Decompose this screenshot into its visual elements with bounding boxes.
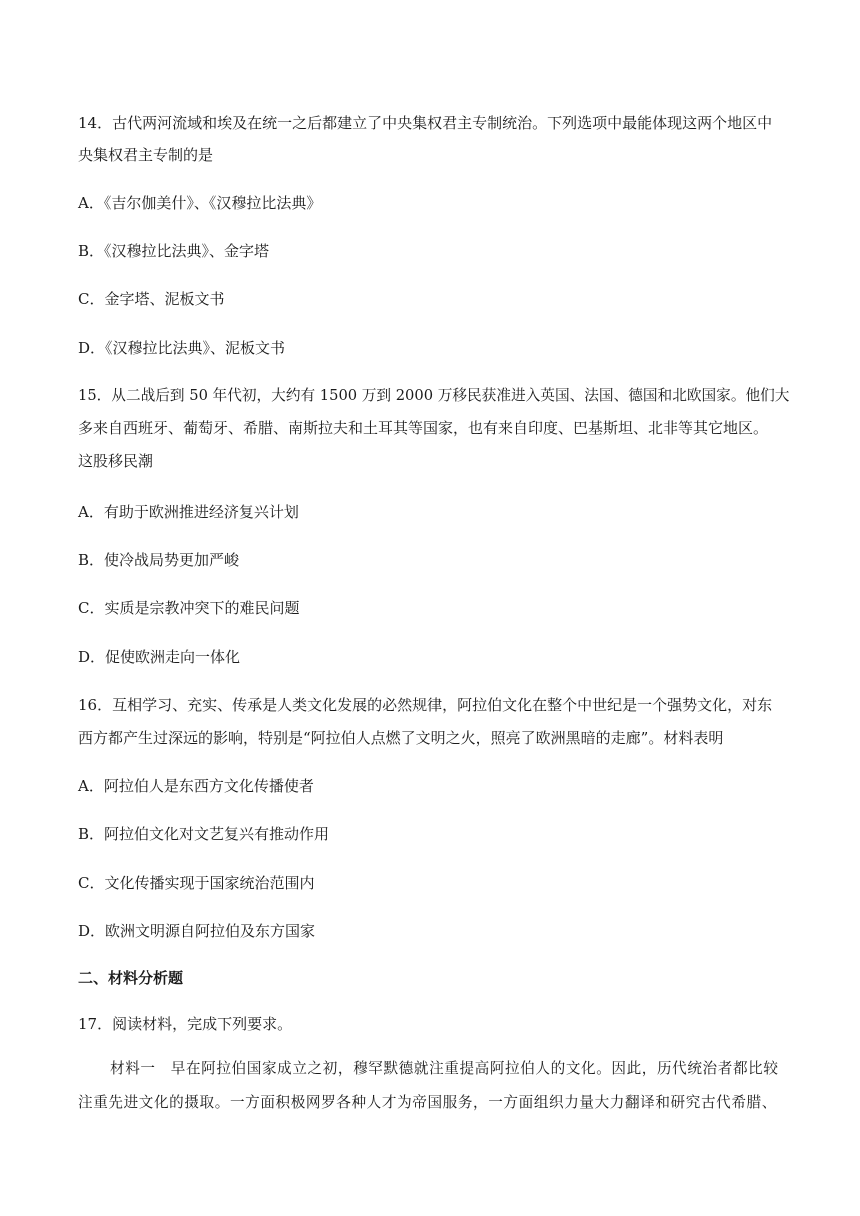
material-line-1: 材料一 早在阿拉伯国家成立之初，穆罕默德就注重提高阿拉伯人的文化。因此，历代统治者都比较 xyxy=(110,1060,779,1077)
question-14-option-b: B．《汉穆拉比法典》、金字塔 xyxy=(78,242,270,260)
question-14-stem-line-2: 央集权君主专制的是 xyxy=(78,146,214,164)
question-15-stem-line-2: 多来自西班牙、葡萄牙、希腊、南斯拉夫和土耳其等国家，也有来自印度、巴基斯坦、北非等其它地区。 xyxy=(78,419,769,437)
question-17-stem: 17．阅读材料，完成下列要求。 xyxy=(78,1015,293,1033)
question-14-stem-line-1: 14．古代两河流域和埃及在统一之后都建立了中央集权君主专制统治。下列选项中最能体现这两个地区中 xyxy=(78,114,773,132)
question-14-option-d: D．《汉穆拉比法典》、泥板文书 xyxy=(78,339,286,357)
question-15-stem-line-1: 15．从二战后到 50 年代初，大约有 1500 万到 2000 万移民获准进入英国、法国、德国和北欧国家。他们大 xyxy=(78,387,790,404)
question-16-option-c: C．文化传播实现于国家统治范围内 xyxy=(78,874,315,892)
question-16-option-a: A．阿拉伯人是东西方文化传播使者 xyxy=(78,777,314,795)
question-15-option-c: C．实质是宗教冲突下的难民问题 xyxy=(78,599,300,617)
question-14-option-c: C．金字塔、泥板文书 xyxy=(78,290,225,308)
question-15-option-a: A．有助于欧洲推进经济复兴计划 xyxy=(78,503,299,521)
question-16-option-d: D．欧洲文明源自阿拉伯及东方国家 xyxy=(78,922,316,940)
question-16-option-b: B．阿拉伯文化对文艺复兴有推动作用 xyxy=(78,825,330,843)
question-14-option-a: A．《吉尔伽美什》、《汉穆拉比法典》 xyxy=(78,194,322,212)
question-15-option-b: B．使冷战局势更加严峻 xyxy=(78,551,240,569)
question-16-stem-line-2: 西方都产生过深远的影响，特别是“阿拉伯人点燃了文明之火，照亮了欧洲黑暗的走廊”。材料表明 xyxy=(78,729,724,747)
section-heading: 二、材料分析题 xyxy=(78,969,184,987)
question-15-stem-line-3: 这股移民潮 xyxy=(78,452,154,470)
question-16-stem-line-1: 16．互相学习、充实、传承是人类文化发展的必然规律，阿拉伯文化在整个中世纪是一个强势文化，对东 xyxy=(78,696,773,714)
material-line-2: 注重先进文化的摄取。一方面积极网罗各种人才为帝国服务，一方面组织力量大力翻译和研究古代希腊、 xyxy=(78,1094,777,1111)
question-15-option-d: D．促使欧洲走向一体化 xyxy=(78,648,241,666)
